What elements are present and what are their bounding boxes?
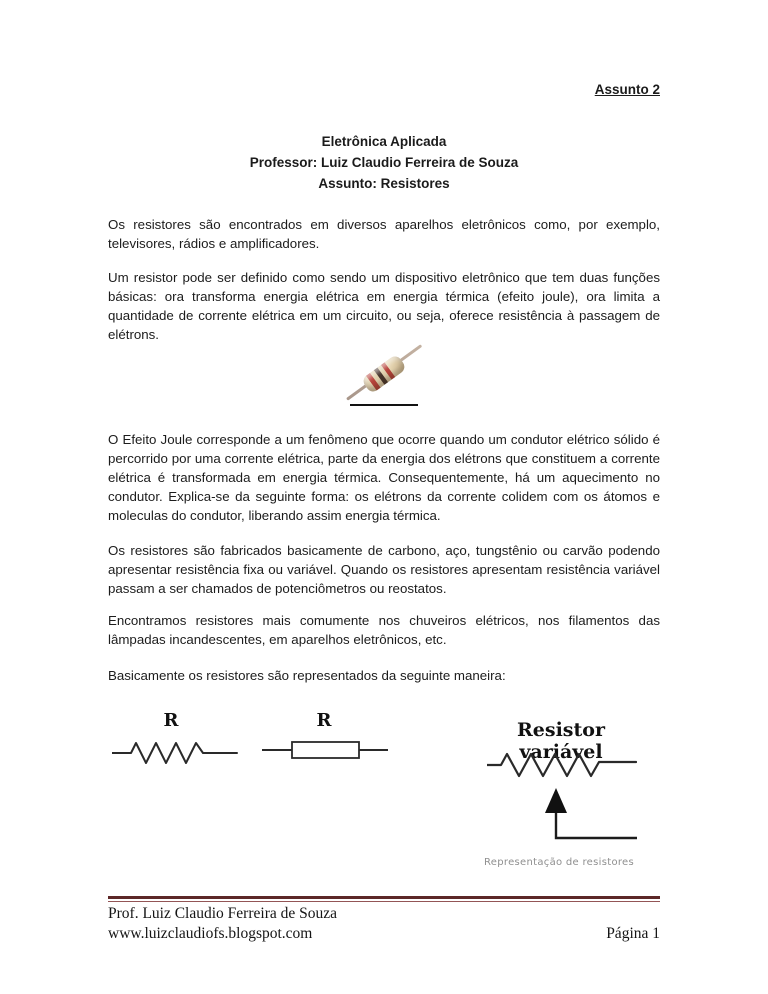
footer-rule-thin: [108, 901, 660, 902]
title-course: Eletrônica Aplicada: [321, 134, 447, 149]
diagram-caption: Representação de resistores: [483, 857, 635, 868]
footer-author: Prof. Luiz Claudio Ferreira de Souza: [108, 905, 337, 922]
resistor-symbol-label-1: R: [163, 710, 179, 731]
paragraph-intro: Os resistores são encontrados em diversos aparelhos eletrônicos como, por exemplo, televisores, rádios e amplificadores.: [108, 217, 660, 251]
resistor-box-symbol: [262, 740, 388, 760]
paragraph-efeito-joule: O Efeito Joule corresponde a um fenômeno que ocorre quando um condutor elétrico sólido é percorrido por uma corrente elétrica, parte da energia dos elétrons que constituem a corrente elétrica é transformada em energia térmica. Consequentemente, há um aquecimento no condutor. Explica-se da seguinte forma: os elétrons da corrente colidem com os átomos e moleculas do condutor, liberando assim energia térmica.: [108, 432, 660, 523]
resistor-photo: [336, 338, 432, 408]
variable-resistor-zigzag-symbol: [487, 749, 637, 779]
title-professor: Professor: Luiz Claudio Ferreira de Souza: [249, 155, 519, 170]
assunto-tag-label: Assunto 2: [594, 82, 660, 97]
photo-underline: [350, 404, 418, 406]
paragraph-definition: Um resistor pode ser definido como sendo um dispositivo eletrônico que tem duas funções básicas: ora transforma energia elétrica em energia térmica (efeito joule), ora limita a quantidade de corrente elétrica em um circuito, ou seja, oferece resistência à passagem de elétrons.: [108, 270, 660, 342]
paragraph-representacao: Basicamente os resistores são representados da seguinte maneira:: [108, 668, 506, 683]
paragraph-exemplos: Encontramos resistores mais comumente nos chuveiros elétricos, nos filamentos das lâmpadas incandescentes, em aparelhos eletrônicos, etc.: [108, 613, 660, 647]
paragraph-fabricacao: Os resistores são fabricados basicamente de carbono, aço, tungstênio ou carvão podendo apresentar resistência fixa ou variável. Quando os resistores apresentam resistência variável passam a ser chamados de potenciômetros ou reostatos.: [108, 543, 660, 596]
assunto-tag: [108, 82, 660, 97]
footer-website: www.luizclaudiofs.blogspot.com: [108, 924, 313, 942]
variable-resistor-label: Resistor variável: [517, 719, 605, 763]
document-title-block: [108, 131, 660, 194]
up-arrow-icon: [540, 786, 640, 842]
resistor-body-icon: [361, 354, 407, 394]
footer-page-number: Página 1: [606, 924, 660, 942]
resistor-zigzag-symbol: [112, 738, 238, 768]
resistor-symbol-label-2: R: [316, 710, 332, 731]
title-subject: Assunto: Resistores: [318, 176, 450, 191]
footer-rule-thick: [108, 896, 660, 899]
footer: [108, 904, 660, 943]
